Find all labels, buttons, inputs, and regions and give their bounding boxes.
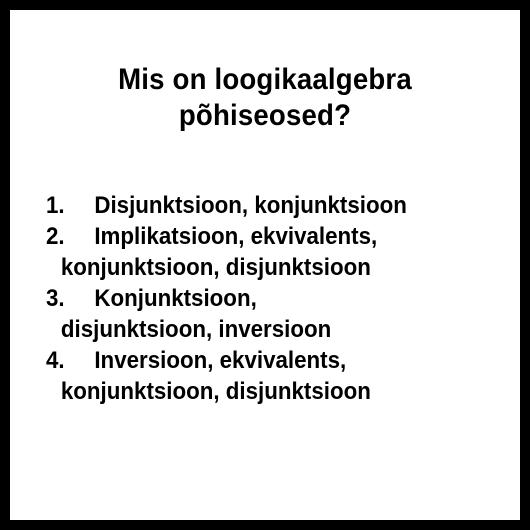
option-number: 3. <box>46 285 65 312</box>
option-text: Konjunktsioon, <box>94 285 257 312</box>
option-number: 4. <box>46 347 65 374</box>
option-text: Inversioon, ekvivalents, <box>94 347 347 374</box>
option-number: 2. <box>46 223 65 250</box>
question-line-1: Mis on loogikaalgebra <box>118 63 412 96</box>
answer-option-3[interactable] <box>46 283 465 345</box>
option-text: Implikatsioon, ekvivalents, <box>94 223 378 250</box>
question-title <box>30 62 499 134</box>
answer-options-list <box>46 190 465 407</box>
option-number: 1. <box>46 192 65 219</box>
question-line-2: põhiseosed? <box>178 99 352 132</box>
answer-option-1[interactable] <box>46 190 465 221</box>
option-text: Disjunktsioon, konjunktsioon <box>94 192 407 219</box>
option-text-continuation: konjunktsioon, disjunktsioon <box>60 378 371 405</box>
answer-option-4[interactable] <box>46 345 465 407</box>
option-text-continuation: disjunktsioon, inversioon <box>60 316 332 343</box>
option-text-continuation: konjunktsioon, disjunktsioon <box>60 254 371 281</box>
answer-option-2[interactable] <box>46 221 465 283</box>
